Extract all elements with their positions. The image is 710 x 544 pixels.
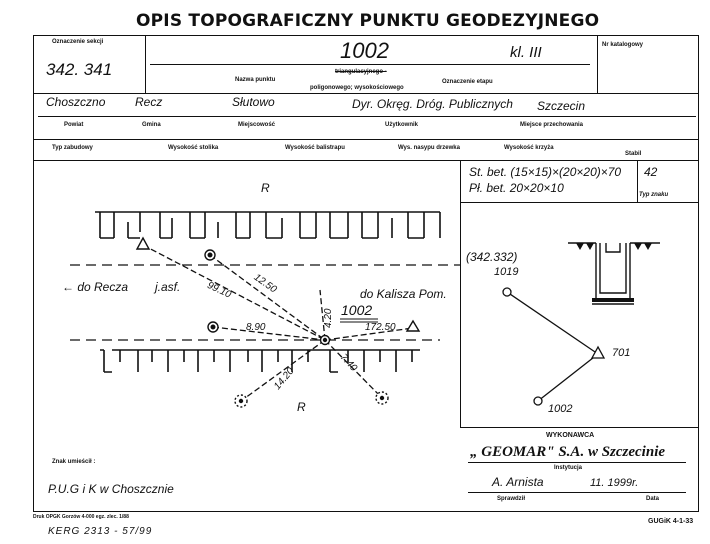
mark-section [568,243,660,304]
to-kalisz: do Kalisza Pom. [360,287,447,301]
point-class: kl. III [510,44,542,61]
stab-line2: Pł. bet. 20×20×10 [469,181,564,195]
building-row-bottom [100,350,420,372]
marking-value: P.U.G i K w Choszcznie [48,482,174,496]
mark-type: 42 [644,165,658,179]
storage-value: Szczecin [537,99,586,113]
mark-type-label: Typ znaku [639,192,669,198]
marking-label: Znak umieścił : [52,459,96,465]
county-value: Choszczno [46,95,106,109]
network-p3: 1002 [548,403,573,415]
date-label: Data [646,496,660,502]
dist-d1: 99.10 [205,280,233,301]
kerg-code: KERG 2313 - 57/99 [48,526,153,537]
locality-label: Miejscowość [238,122,276,128]
section-value: 342. 341 [46,60,113,79]
dist-d6: 14.20 [272,365,297,393]
contractor-heading: WYKONAWCA [546,432,595,439]
to-recz: ← do Recza [62,280,129,294]
contractor-date: 11. 1999r. [590,477,639,489]
print-note: Druk OPGK Gorzów 4-000 egz. zlec. 1/88 [33,514,129,520]
network-p2: 701 [612,347,631,359]
r-top: R [261,181,270,195]
section-label: Oznaczenie sekcji [52,39,104,45]
storage-label: Miejsce przechowania [520,122,584,128]
point-type-1: triangulacyjnego - [335,69,387,75]
divider [468,462,686,463]
attr-label: Typ zabudowy [52,145,93,151]
network-markers [503,288,604,405]
user-label: Użytkownik [385,122,419,128]
catalog-label: Nr katalogowy [602,42,644,48]
dist-d3: 4.20 [323,308,334,328]
attr-label: Wysokość balistrapu [285,145,345,151]
stage-label: Oznaczenie etapu [442,79,493,85]
locality-value: Słutowo [232,95,275,109]
network-p1: 1019 [494,266,519,278]
attr-label: Wysokość stolika [168,145,219,151]
dist-d7: 7.40 [337,352,360,374]
dist-d2: 12.50 [251,272,279,296]
attr-label: Stabil [625,151,642,157]
sketch-point: 1002 [341,302,373,318]
attr-label: Wysokość krzyża [504,145,554,151]
checked-label: Sprawdził [497,496,526,502]
dist-d4: 8.90 [246,322,266,333]
point-type-2: poligonowego; wysokościowego [310,85,404,91]
point-name-label: Nazwa punktu [235,77,276,83]
form-code: GUGiK 4-1-33 [648,518,694,525]
divider [468,492,686,493]
institution-label: Instytucja [554,465,583,471]
building-row-top [95,212,440,238]
county-label: Powiat [64,122,84,128]
contractor-person: A. Arnista [492,475,544,489]
divider [460,427,698,428]
attr-label: Wys. nasypu drzewka [398,145,460,151]
dist-d5: 172.50 [365,322,396,333]
municipality-value: Recz [135,95,163,109]
municipality-label: Gmina [142,122,161,128]
network-section: (342.332) [466,250,518,264]
surface: j.asf. [155,280,181,294]
r-bottom: R [297,400,306,414]
network-lines [507,292,598,401]
stab-line1: St. bet. (15×15)×(20×20)×70 [469,165,622,179]
page-title: OPIS TOPOGRAFICZNY PUNKTU GEODEZYJNEGO [136,11,600,31]
contractor-company: „ GEOMAR" S.A. w Szczecinie [470,444,666,460]
point-number: 1002 [340,38,389,63]
user-value: Dyr. Okręg. Dróg. Publicznych [352,97,513,111]
